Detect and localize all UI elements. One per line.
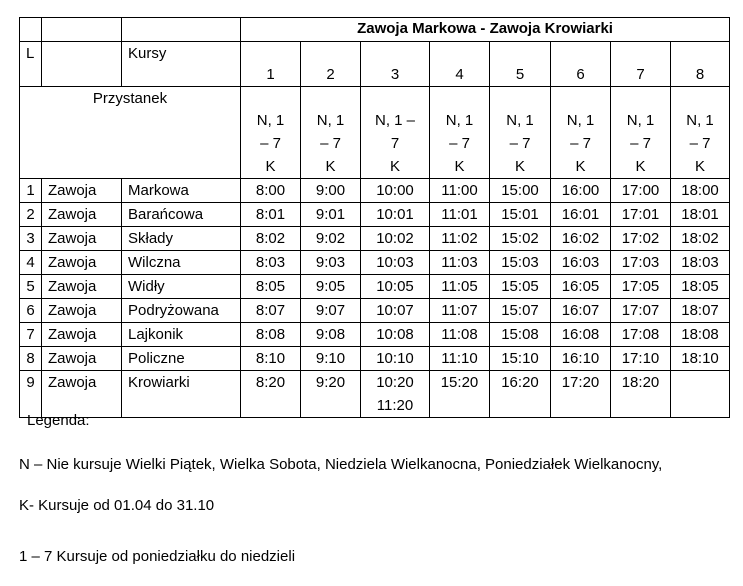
stop-name: Barańcowa: [122, 203, 241, 227]
course-note: [671, 87, 730, 179]
table-row: [20, 323, 730, 347]
table-row: [20, 275, 730, 299]
stop-lp: 6: [20, 299, 42, 323]
header-przystanek: [20, 87, 241, 179]
departure-time: 18:20: [611, 371, 671, 418]
course-note-line: K: [325, 158, 336, 175]
departure-time: 15:03: [490, 251, 551, 275]
stop-lp: 5: [20, 275, 42, 299]
departure-time: 16:20: [490, 371, 551, 418]
departure-time: 11:01: [430, 203, 490, 227]
departure-time: 16:10: [551, 347, 611, 371]
departure-time: 15:08: [490, 323, 551, 347]
departure-time: 17:00: [611, 179, 671, 203]
stop-name: Widły: [122, 275, 241, 299]
stop-town: Zawoja: [42, 203, 122, 227]
legend-k: K- Kursuje od 01.04 do 31.10: [19, 497, 215, 514]
stop-town: Zawoja: [42, 251, 122, 275]
departure-time: 17:10: [611, 347, 671, 371]
departure-time: 18:03: [671, 251, 730, 275]
departure-time: 10:05: [361, 275, 430, 299]
course-number: 6: [551, 42, 611, 87]
departure-time: 9:02: [301, 227, 361, 251]
stop-name: Lajkonik: [122, 323, 241, 347]
course-note-line: – 7: [689, 135, 711, 152]
departure-time: 15:07: [490, 299, 551, 323]
course-note-line: 7: [390, 135, 400, 152]
departure-time: 17:01: [611, 203, 671, 227]
blank-cell: [20, 18, 42, 42]
departure-time: 10:10: [361, 347, 430, 371]
route-title: Zawoja Markowa - Zawoja Krowiarki: [241, 18, 730, 42]
departure-time: 16:03: [551, 251, 611, 275]
departure-time: 17:07: [611, 299, 671, 323]
departure-time: 8:03: [241, 251, 301, 275]
departure-time: 18:07: [671, 299, 730, 323]
course-note-line: K: [514, 158, 525, 175]
departure-time: 16:07: [551, 299, 611, 323]
header-course-notes-row: [20, 87, 730, 179]
course-note: [361, 87, 430, 179]
course-note-line: – 7: [449, 135, 470, 152]
stop-lp: 7: [20, 323, 42, 347]
departure-time: [671, 371, 730, 418]
course-note-line: N, 1: [626, 112, 655, 129]
header-kursy: Kursy: [122, 42, 241, 87]
departure-time: 15:00: [490, 179, 551, 203]
blank-cell: [42, 18, 122, 42]
legend-heading: Legenda:: [27, 412, 90, 429]
departure-time: 11:05: [430, 275, 490, 299]
departure-time: 16:01: [551, 203, 611, 227]
stop-name: Policzne: [122, 347, 241, 371]
departure-time: 9:00: [301, 179, 361, 203]
stop-town: Zawoja: [42, 275, 122, 299]
departure-time: 8:05: [241, 275, 301, 299]
table-row: [20, 347, 730, 371]
course-note: [490, 87, 551, 179]
departure-time: 15:01: [490, 203, 551, 227]
course-note-line: K: [265, 158, 276, 175]
departure-time: 9:03: [301, 251, 361, 275]
course-number: 4: [430, 42, 490, 87]
departure-time: 8:02: [241, 227, 301, 251]
header-l: L: [20, 42, 42, 87]
course-note-line: N, 1: [316, 112, 345, 129]
stop-lp: 2: [20, 203, 42, 227]
departure-time-extra: 11:20: [376, 397, 414, 414]
departure-time: 10:07: [361, 299, 430, 323]
departure-time: 16:00: [551, 179, 611, 203]
course-note-line: K: [389, 158, 400, 175]
departure-time: 17:05: [611, 275, 671, 299]
stop-town: Zawoja: [42, 299, 122, 323]
course-number: 7: [611, 42, 671, 87]
timetable: [19, 17, 730, 418]
departure-time: 8:00: [241, 179, 301, 203]
departure-time: 18:10: [671, 347, 730, 371]
course-note-line: – 7: [320, 135, 341, 152]
departure-time: 17:03: [611, 251, 671, 275]
departure-time: 18:01: [671, 203, 730, 227]
departure-time: 11:10: [430, 347, 490, 371]
course-note-line: N, 1: [506, 112, 534, 129]
departure-time: 15:02: [490, 227, 551, 251]
stop-lp: 4: [20, 251, 42, 275]
legend-days: 1 – 7 Kursuje od poniedziałku do niedzieli: [19, 548, 296, 565]
departure-time: 10:00: [361, 179, 430, 203]
table-row: [20, 179, 730, 203]
departure-time: 8:10: [241, 347, 301, 371]
departure-time: 8:08: [241, 323, 301, 347]
blank-cell: [42, 42, 122, 87]
course-number: 3: [361, 42, 430, 87]
table-row: [20, 371, 730, 418]
course-note: [241, 87, 301, 179]
course-note: [551, 87, 611, 179]
course-note-line: N, 1: [445, 112, 474, 129]
departure-time-value: 10:20: [376, 374, 414, 391]
departure-time: 9:10: [301, 347, 361, 371]
course-note-line: – 7: [509, 135, 531, 152]
departure-time: 11:03: [430, 251, 490, 275]
course-note-line: – 7: [570, 135, 591, 152]
course-note-line: – 7: [630, 135, 651, 152]
table-row: [20, 227, 730, 251]
course-note: [611, 87, 671, 179]
table-row: [20, 299, 730, 323]
blank-cell: [122, 18, 241, 42]
departure-time: 10:01: [361, 203, 430, 227]
departure-time: 18:05: [671, 275, 730, 299]
departure-time: 15:20: [430, 371, 490, 418]
departure-time: 8:20: [241, 371, 301, 418]
departure-time: 18:08: [671, 323, 730, 347]
departure-time: 9:05: [301, 275, 361, 299]
stop-lp: 3: [20, 227, 42, 251]
stop-name: Krowiarki: [122, 371, 241, 418]
stop-name: Składy: [122, 227, 241, 251]
departure-time: 15:05: [490, 275, 551, 299]
table-row: [20, 203, 730, 227]
stop-name: Podryżowana: [122, 299, 241, 323]
departure-time: 10:03: [361, 251, 430, 275]
departure-time: 9:08: [301, 323, 361, 347]
course-note-line: N, 1: [566, 112, 595, 129]
legend-n: N – Nie kursuje Wielki Piątek, Wielka Sobota, Niedziela Wielkanocna, Poniedziałek Wielkanocny,: [19, 456, 663, 473]
stop-town: Zawoja: [42, 227, 122, 251]
departure-time: 18:00: [671, 179, 730, 203]
departure-time: 18:02: [671, 227, 730, 251]
course-note-line: K: [575, 158, 586, 175]
course-number: 2: [301, 42, 361, 87]
departure-time: 11:08: [430, 323, 490, 347]
departure-time: 17:08: [611, 323, 671, 347]
departure-time: 11:07: [430, 299, 490, 323]
course-note-line: N, 1 –: [374, 112, 416, 129]
departure-time: 10:02: [361, 227, 430, 251]
stop-lp: 8: [20, 347, 42, 371]
stop-town: Zawoja: [42, 347, 122, 371]
stop-town: Zawoja: [42, 179, 122, 203]
departure-time: 9:20: [301, 371, 361, 418]
departure-time: 8:07: [241, 299, 301, 323]
departure-time: 17:20: [551, 371, 611, 418]
stop-name: Markowa: [122, 179, 241, 203]
departure-time: 11:00: [430, 179, 490, 203]
course-note-line: K: [454, 158, 465, 175]
departure-time: 16:05: [551, 275, 611, 299]
departure-time: 9:01: [301, 203, 361, 227]
departure-time: 11:02: [430, 227, 490, 251]
departure-time: 16:02: [551, 227, 611, 251]
departure-time: 8:01: [241, 203, 301, 227]
course-number: 5: [490, 42, 551, 87]
course-note-line: K: [635, 158, 646, 175]
departure-time: 16:08: [551, 323, 611, 347]
departure-time: 10:08: [361, 323, 430, 347]
departure-time: [361, 371, 430, 418]
departure-time: 15:10: [490, 347, 551, 371]
stop-name: Wilczna: [122, 251, 241, 275]
table-row: [20, 251, 730, 275]
course-note-line: N, 1: [256, 112, 285, 129]
stop-lp: 1: [20, 179, 42, 203]
departure-time: 17:02: [611, 227, 671, 251]
course-number: 8: [671, 42, 730, 87]
course-number: 1: [241, 42, 301, 87]
stop-town: Zawoja: [42, 323, 122, 347]
course-note-line: K: [695, 158, 706, 175]
course-note-line: – 7: [260, 135, 281, 152]
header-course-numbers-row: [20, 42, 730, 87]
course-note: [430, 87, 490, 179]
departure-time: 9:07: [301, 299, 361, 323]
header-route-row: [20, 18, 730, 42]
course-note: [301, 87, 361, 179]
header-przystanek-label: Przystanek: [92, 90, 168, 107]
stop-lp: 9: [20, 371, 42, 418]
course-note-line: N, 1: [686, 112, 714, 129]
stop-town: Zawoja: [42, 371, 122, 418]
